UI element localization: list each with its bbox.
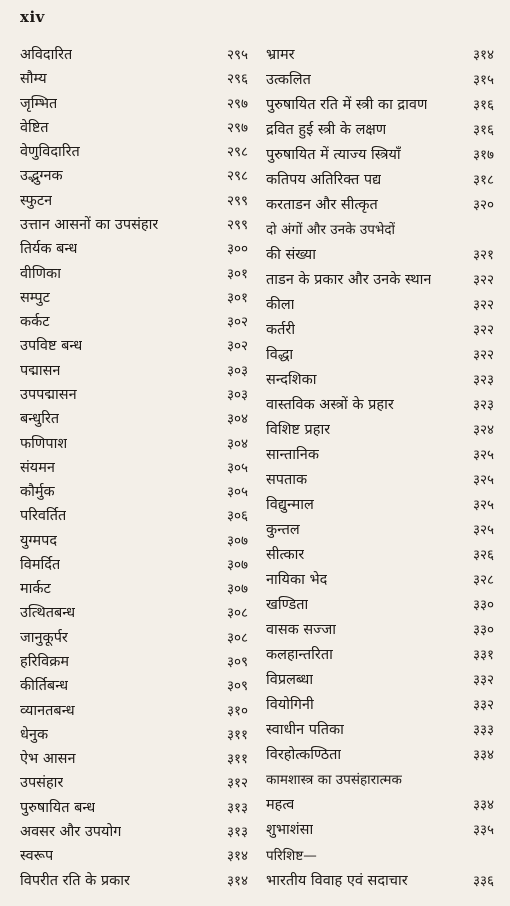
toc-entry [266, 621, 494, 639]
toc-entry-page: ३०४ [226, 435, 248, 452]
toc-entry [20, 799, 248, 817]
toc-entry-title: स्वाधीन पतिका [266, 722, 344, 739]
toc-entry-title: सपताक [266, 472, 308, 489]
toc-entry-title: फणिपाश [20, 435, 68, 452]
toc-entry-title: सन्दशिका [266, 372, 317, 389]
toc-entry-page: ३२५ [472, 447, 494, 464]
toc-entry [20, 872, 248, 890]
toc-entry-title: उपसंहार [20, 775, 64, 792]
toc-entry-page: २९५ [226, 47, 248, 63]
toc-entry-page: ३१८ [472, 172, 494, 189]
toc-entry-title: ताडन के प्रकार और उनके स्थान [266, 272, 432, 289]
toc-entry-title: हरिविक्रम [20, 654, 70, 671]
toc-entry-page: २९६ [226, 71, 248, 88]
page-number: xiv [20, 8, 45, 26]
toc-entry-title: उपविष्ट बन्ध [20, 338, 83, 355]
toc-entry [266, 446, 494, 464]
toc-entry-title: वेणुविदारित [20, 144, 80, 161]
toc-entry-page: ३१२ [226, 775, 248, 792]
toc-entry-title: विपरीत रति के प्रकार [20, 872, 130, 889]
toc-entry-page: ३२५ [472, 497, 494, 514]
toc-entry [20, 70, 248, 88]
toc-entry [266, 847, 494, 865]
toc-entry-page: ३३४ [472, 747, 494, 764]
toc-entry-title: विमर्दित [20, 556, 61, 573]
toc-entry-page: ३१४ [472, 47, 494, 63]
toc-entry-page: ३१५ [472, 72, 494, 89]
toc-entry [266, 121, 494, 139]
toc-entry-title: शुभाशंसा [266, 822, 314, 839]
toc-entry-page: ३३५ [472, 822, 494, 839]
toc-entry-title: जृम्भित [20, 95, 58, 112]
toc-entry-title: कतिपय अतिरिक्त पद्य [266, 172, 382, 189]
toc-entry-page: ३०८ [226, 629, 248, 646]
toc-entry-page: ३२० [472, 197, 494, 214]
toc-entry [266, 496, 494, 514]
toc-entry-page: ३०७ [226, 581, 248, 598]
toc-entry-title: स्फुटन [20, 192, 53, 209]
toc-entry-title: अवसर और उपयोग [20, 824, 122, 840]
toc-entry-page: ३१३ [226, 824, 248, 840]
toc-entry-page: २९७ [226, 119, 248, 136]
toc-entry [266, 46, 494, 64]
toc-entry-title: जानुकूर्पर [20, 629, 68, 646]
toc-entry-title: कीर्तिबन्ध [20, 678, 69, 695]
toc-entry [20, 362, 248, 380]
toc-entry [20, 604, 248, 622]
toc-entry-page: ३३२ [472, 672, 494, 689]
toc-entry-page: ३०४ [226, 411, 248, 428]
toc-entry-title: ऐभ आसन [20, 751, 76, 768]
toc-entry-title: तिर्यक बन्ध [20, 241, 78, 258]
toc-entry-title: कीला [266, 297, 295, 314]
toc-entry-title: कर्तरी [266, 322, 296, 339]
toc-entry [20, 119, 248, 137]
toc-entry [266, 146, 494, 164]
toc-entry-title: सीत्कार [266, 547, 305, 564]
toc-entry [20, 774, 248, 792]
toc-entry-title: पुरुषायित में त्याज्य स्त्रियाँ [266, 147, 401, 164]
toc-entry [20, 313, 248, 331]
toc-entry-title: उपपद्मासन [20, 386, 77, 403]
toc-entry-title: सम्पुट [20, 289, 50, 306]
toc-entry [20, 629, 248, 647]
toc-entry [20, 143, 248, 161]
toc-entry-title: सान्तानिक [266, 447, 319, 464]
toc-entry [20, 167, 248, 185]
toc-entry-page: ३३२ [472, 697, 494, 714]
toc-entry [20, 435, 248, 453]
toc-entry [20, 847, 248, 865]
toc-entry-title: वीणिका [20, 265, 61, 282]
toc-entry [20, 483, 248, 501]
toc-entry [266, 721, 494, 739]
toc-entry-page: २९९ [226, 216, 248, 233]
toc-entry [266, 821, 494, 839]
toc-entry-page: ३१७ [472, 147, 494, 164]
toc-entry-page: ३३० [472, 597, 494, 614]
toc-entry [20, 95, 248, 113]
toc-entry-title: उत्तान आसनों का उपसंहार [20, 216, 159, 233]
toc-entry [266, 271, 494, 289]
toc-entry [20, 556, 248, 574]
toc-entry [20, 702, 248, 720]
toc-entry [20, 459, 248, 477]
toc-entry-title: व्यानतबन्ध [20, 702, 75, 719]
toc-entry-title: कुन्तल [266, 522, 300, 539]
toc-entry-title: धेनुक [20, 726, 49, 743]
toc-entry-page: ३१४ [226, 872, 248, 889]
toc-entry [20, 823, 248, 841]
toc-entry-page: ३२२ [472, 347, 494, 364]
toc-entry-title: सौम्य [20, 71, 47, 88]
toc-entry-page: ३२२ [472, 297, 494, 314]
toc-entry-page: ३०३ [226, 386, 248, 403]
toc-entry-title: उत्कलित [266, 72, 311, 89]
toc-entry-title: कलहान्तरिता [266, 647, 333, 664]
toc-entry-page: ३१० [226, 702, 248, 719]
toc-entry-title: वास्तविक अस्त्रों के प्रहार [266, 397, 394, 414]
toc-entry-page: २९९ [226, 192, 248, 209]
toc-entry-page: ३२१ [472, 247, 494, 264]
toc-entry-page: ३०३ [226, 362, 248, 379]
toc-entry-page: ३०२ [226, 338, 248, 355]
toc-entry-title: विशिष्ट प्रहार [266, 422, 331, 439]
toc-entry-title: पुरुषायित रति में स्त्री का द्रावण [266, 97, 428, 114]
toc-entry [20, 507, 248, 525]
toc-entry-page: ३११ [226, 726, 248, 743]
toc-entry-page: ३०२ [226, 314, 248, 331]
toc-entry-title: कर्कट [20, 314, 50, 331]
toc-entry-page: ३१६ [472, 122, 494, 139]
toc-entry-page: ३३० [472, 622, 494, 639]
toc-entry-page: ३०९ [226, 654, 248, 671]
toc-entry-page: ३१३ [226, 799, 248, 816]
toc-entry-page: २९८ [226, 168, 248, 185]
toc-entry-title: नायिका भेद [266, 572, 328, 589]
toc-entry [20, 265, 248, 283]
toc-entry-title: उद्भुग्नक [20, 168, 63, 185]
toc-left-column [20, 46, 248, 890]
toc-entry-page: ३२६ [472, 547, 494, 564]
toc-entry-page: ३११ [226, 751, 248, 768]
toc-entry-page: २९७ [226, 95, 248, 112]
toc-entry [266, 196, 494, 214]
toc-entry-page: ३१४ [226, 848, 248, 865]
toc-entry-title: परिशिष्ट— [266, 847, 317, 864]
toc-entry-page: ३२८ [472, 572, 494, 589]
toc-entry [266, 421, 494, 439]
toc-entry-title: वियोगिनी [266, 697, 314, 714]
toc-entry [266, 646, 494, 664]
toc-entry [20, 289, 248, 307]
toc-entry-page: ३०० [226, 241, 248, 258]
toc-entry-page: ३२२ [472, 322, 494, 339]
toc-entry-page: ३२५ [472, 472, 494, 489]
toc-entry-title: विरहोत्कण्ठिता [266, 747, 342, 764]
toc-entry [20, 240, 248, 258]
toc-entry [20, 192, 248, 210]
toc-entry [20, 337, 248, 355]
toc-entry [266, 746, 494, 764]
toc-entry-title: स्वरूप [20, 848, 54, 865]
toc-entry [266, 696, 494, 714]
toc-entry [20, 532, 248, 550]
toc-entry-title: बन्धुरित [20, 411, 60, 428]
toc-entry [20, 653, 248, 671]
toc-entry-page: ३२३ [472, 397, 494, 414]
toc-entry [266, 246, 494, 264]
toc-entry [20, 677, 248, 695]
toc-entry-title: मार्कट [20, 581, 51, 598]
toc-entry-title: विप्रलब्धा [266, 672, 314, 689]
toc-entry-title: अविदारित [20, 47, 73, 63]
toc-entry [266, 571, 494, 589]
toc-entry-title: कामशास्त्र का उपसंहारात्मक [266, 772, 402, 789]
toc-entry-page: ३०५ [226, 459, 248, 476]
toc-entry-title: वासक सज्जा [266, 622, 336, 639]
toc-entry [20, 46, 248, 64]
toc-entry [266, 396, 494, 414]
toc-entry [20, 726, 248, 744]
toc-entry-page: ३०६ [226, 508, 248, 525]
toc-entry-title: दो अंगों और उनके उपभेदों [266, 222, 396, 239]
toc-entry-title: उत्थितबन्ध [20, 605, 76, 622]
toc-entry [266, 221, 494, 239]
toc-entry-page: ३३४ [472, 797, 494, 814]
toc-entry [20, 750, 248, 768]
toc-entry [20, 386, 248, 404]
toc-entry-page: ३३१ [472, 647, 494, 664]
toc-entry-page: ३३६ [472, 872, 494, 889]
toc-entry-title: खण्डिता [266, 597, 309, 614]
toc-entry [266, 671, 494, 689]
toc-entry-title: विद्युन्माल [266, 497, 314, 514]
toc-entry [20, 580, 248, 598]
toc-entry [266, 171, 494, 189]
toc-right-column [266, 46, 494, 890]
toc-entry [266, 796, 494, 814]
toc-entry-title: पुरुषायित बन्ध [20, 799, 96, 816]
toc-entry [266, 96, 494, 114]
toc-entry-title: युग्मपद [20, 532, 58, 549]
toc-entry-title: परिवर्तित [20, 508, 67, 525]
toc-entry [20, 410, 248, 428]
toc-entry [266, 71, 494, 89]
toc-entry-page: ३०८ [226, 605, 248, 622]
toc-entry [266, 872, 494, 890]
toc-entry [266, 371, 494, 389]
toc-entry-page: ३०१ [226, 265, 248, 282]
toc-entry [20, 216, 248, 234]
toc-entry-page: ३०७ [226, 556, 248, 573]
toc-entry [266, 521, 494, 539]
toc-entry-title: वेष्टित [20, 119, 49, 136]
toc-entry [266, 771, 494, 789]
toc-entry [266, 471, 494, 489]
toc-entry-title: संयमन [20, 459, 55, 476]
toc-entry-page: ३०९ [226, 678, 248, 695]
toc-entry-title: की संख्या [266, 247, 316, 264]
toc-entry-page: ३२३ [472, 372, 494, 389]
toc-entry-page: ३२२ [472, 272, 494, 289]
toc-entry-page: ३३३ [472, 722, 494, 739]
toc-entry-page: ३०१ [226, 289, 248, 306]
toc-entry [266, 346, 494, 364]
toc-entry-page: ३२५ [472, 522, 494, 539]
toc-entry [266, 296, 494, 314]
toc-entry-title: विद्धा [266, 347, 294, 364]
toc-entry-page: ३१६ [472, 97, 494, 114]
toc-entry [266, 321, 494, 339]
toc-entry [266, 546, 494, 564]
toc-entry-title: भ्रामर [266, 47, 295, 63]
toc-entry-title: करताडन और सीत्कृत [266, 197, 378, 214]
toc-entry-title: कौर्मुक [20, 484, 55, 501]
toc-entry-title: पद्मासन [20, 362, 61, 379]
toc-entry-title: महत्व [266, 797, 295, 814]
toc-entry-page: ३०७ [226, 532, 248, 549]
toc-entry-title: भारतीय विवाह एवं सदाचार [266, 872, 408, 889]
toc-entry-page: ३०५ [226, 484, 248, 501]
toc-entry-page: २९८ [226, 144, 248, 161]
toc-entry-page: ३२४ [472, 422, 494, 439]
toc-entry-title: द्रवित हुई स्त्री के लक्षण [266, 122, 387, 139]
toc-entry [266, 596, 494, 614]
